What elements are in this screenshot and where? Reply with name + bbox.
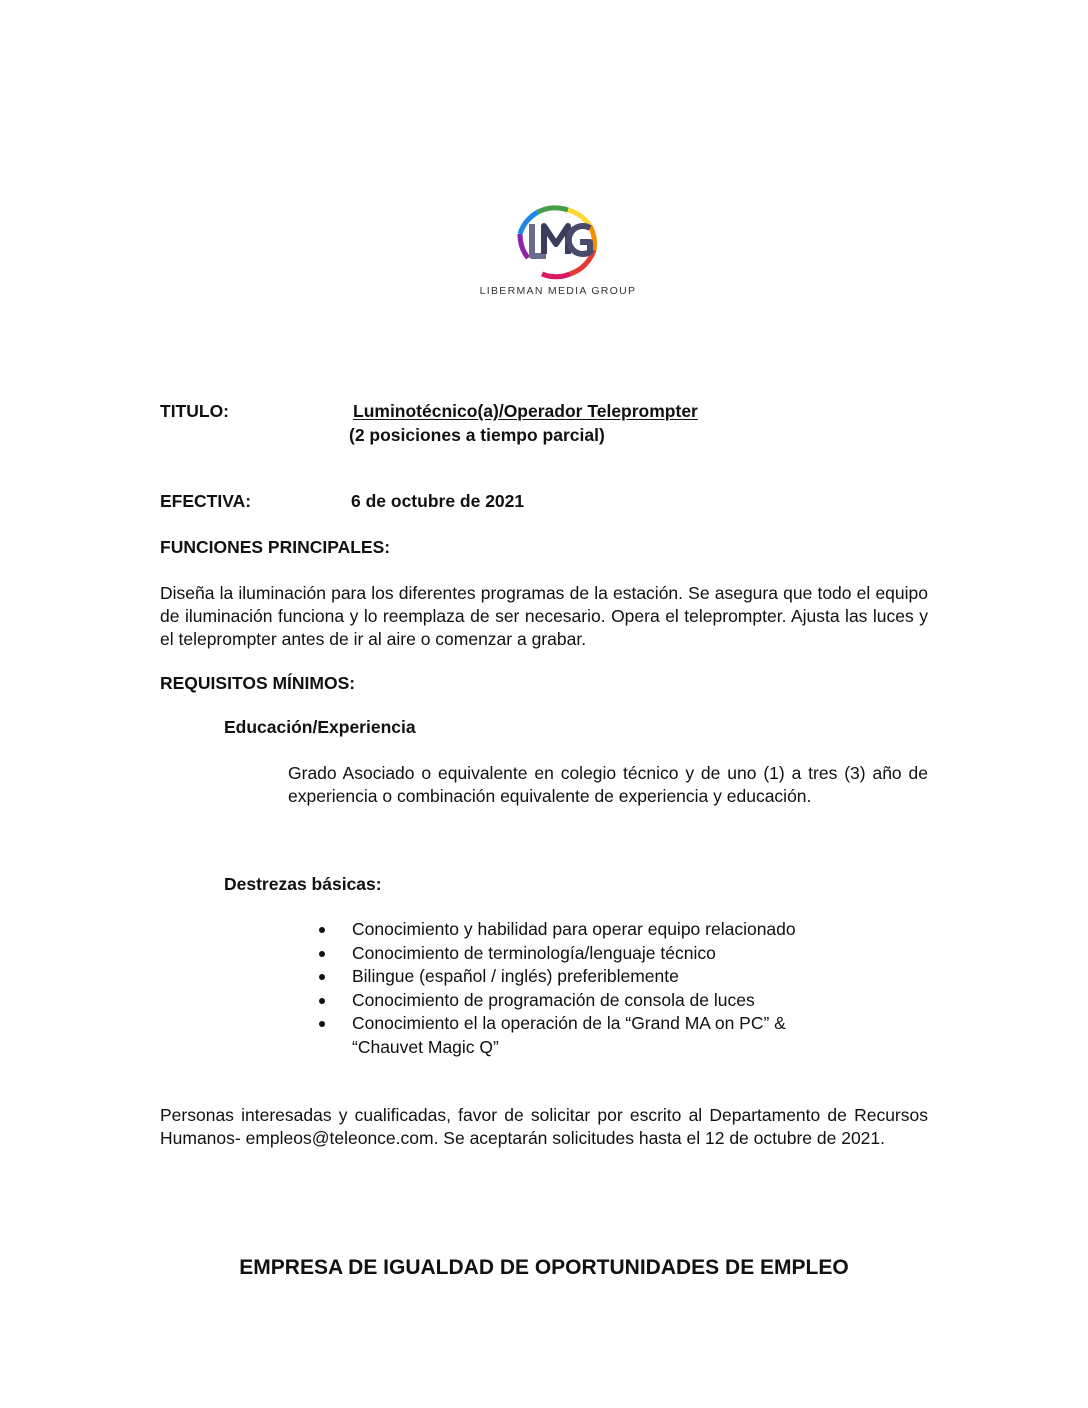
application-text: Personas interesadas y cualificadas, favor de solicitar por escrito al Departamento de Recursos Humanos- empleos@teleonce.com. Se aceptarán solicitudes hasta el 12 de octubre de 2021.: [160, 1105, 928, 1148]
lmg-logo-mark: [498, 204, 618, 284]
list-item: Conocimiento de programación de consola de luces: [316, 989, 796, 1013]
effective-label: EFECTIVA:: [160, 491, 252, 511]
effective-date: 6 de octubre de 2021: [351, 491, 525, 511]
skills-heading: Destrezas básicas:: [224, 874, 382, 894]
job-title: Luminotécnico(a)/Operador Teleprompter: [353, 401, 698, 421]
requirements-heading: REQUISITOS MÍNIMOS:: [160, 673, 356, 693]
company-logo: [470, 200, 646, 304]
education-text: Grado Asociado o equivalente en colegio técnico y de uno (1) a tres (3) año de experiencia o combinación equivalente de experiencia y educación.: [288, 763, 928, 806]
list-item: Conocimiento y habilidad para operar equipo relacionado: [316, 918, 796, 942]
education-heading: Educación/Experiencia: [224, 717, 416, 737]
equal-opportunity-statement: EMPRESA DE IGUALDAD DE OPORTUNIDADES DE EMPLEO: [239, 1256, 849, 1279]
job-subtitle: (2 posiciones a tiempo parcial): [349, 425, 605, 445]
list-item: Conocimiento de terminología/lenguaje técnico: [316, 942, 796, 966]
skills-item-continuation: “Chauvet Magic Q”: [352, 1037, 499, 1057]
skills-list: [316, 918, 796, 1036]
title-label: TITULO:: [160, 401, 230, 421]
list-item: Conocimiento el la operación de la “Grand MA on PC” &: [316, 1012, 796, 1036]
functions-heading: FUNCIONES PRINCIPALES:: [160, 537, 391, 557]
logo-caption: LIBERMAN MEDIA GROUP: [479, 285, 637, 297]
functions-text: Diseña la iluminación para los diferentes programas de la estación. Se asegura que todo el equipo de iluminación funciona y lo reemplaza de ser necesario. Opera el teleprompter. Ajusta las luces y el teleprompter antes de ir al aire o comenzar a grabar.: [160, 583, 928, 649]
list-item: Bilingue (español / inglés) preferiblemente: [316, 965, 796, 989]
